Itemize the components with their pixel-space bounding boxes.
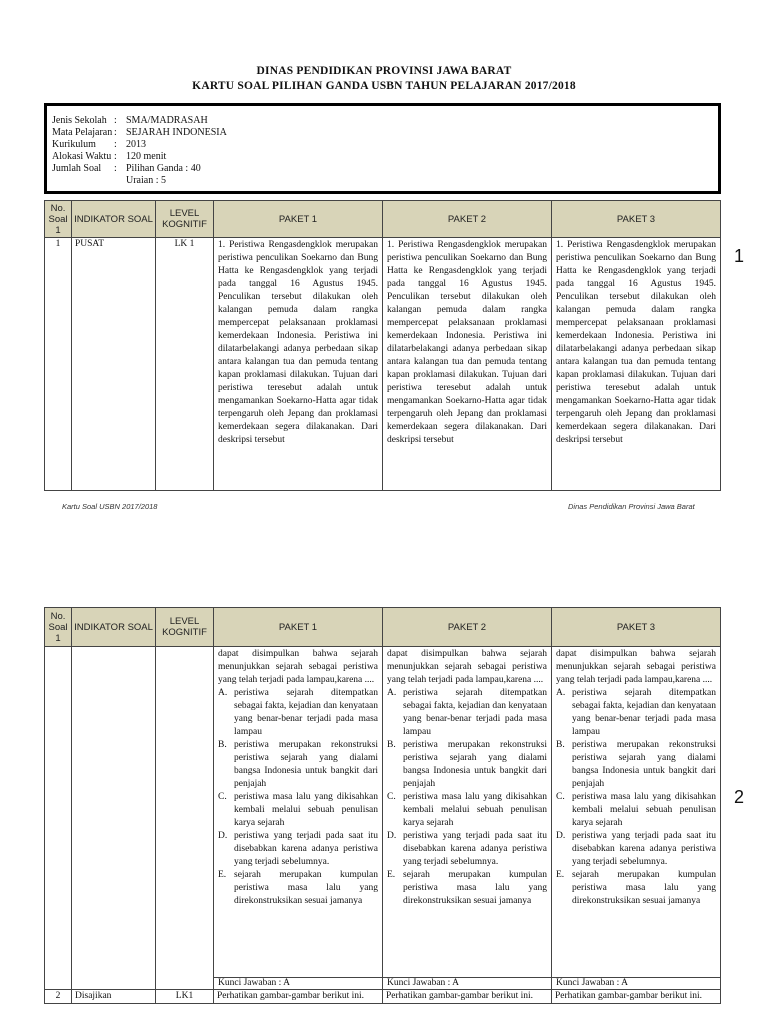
page-number: 2 <box>734 787 745 807</box>
answer-option-e: E. sejarah merupakan kumpulan peristiwa masa lalu yang direkonstruksikan sesuai jamanya <box>556 870 716 906</box>
paket-1-cell <box>214 647 383 990</box>
paket-2-cell <box>383 238 552 491</box>
indikator-cell: Disajikan <box>72 990 156 1004</box>
answer-option-b: B. peristiwa merupakan rekonstruksi peristiwa sejarah yang dialami bangsa Indonesia untuk bangkit dari penjajah <box>218 740 378 789</box>
question-text: dapat disimpulkan bahwa sejarah menunjukkan sejarah sebagai peristiwa yang telah terjadi pada lampau,karena .... <box>218 649 378 685</box>
paket-3-cell <box>552 238 721 491</box>
footer-left: Kartu Soal USBN 2017/2018 <box>62 502 158 511</box>
paket-content <box>552 647 720 989</box>
paket-1-question: Perhatikan gambar-gambar berikut ini. <box>214 990 383 1004</box>
info-row: Mata Pelajaran : SEJARAH INDONESIA <box>52 127 227 138</box>
col-header-paket-2: PAKET 2 <box>383 608 552 647</box>
level-cell <box>156 647 214 990</box>
col-header-paket-1: PAKET 1 <box>214 608 383 647</box>
info-row: Uraian : 5 <box>126 175 166 186</box>
level-cell: LK1 <box>156 990 214 1004</box>
answer-option-a: A. peristiwa sejarah ditempatkan sebagai fakta, kejadian dan kenyataan yang benar-benar terjadi pada masa lampau <box>387 688 547 737</box>
col-header-indikator: INDIKATOR SOAL <box>72 608 156 647</box>
question-text: dapat disimpulkan bahwa sejarah menunjukkan sejarah sebagai peristiwa yang telah terjadi pada lampau,karena .... <box>387 649 547 685</box>
page-2 <box>0 560 768 1024</box>
paket-3-question: Perhatikan gambar-gambar berikut ini. <box>552 990 721 1004</box>
info-row: Alokasi Waktu : 120 menit <box>52 151 167 162</box>
question-text: 1. Peristiwa Rengasdengklok merupakan peristiwa penculikan Soekarno dan Bung Hatta ke Rengasdengklok yang terjadi pada tanggal 16 Agustus 1945. Penculikan tersebut dilakukan oleh kalangan pemuda dalam rangka mempercepat pelaksanaan proklamasi kemerdekaan Indonesia. Peristiwa ini dilatarbelakangi adanya perbedaan sikap antara kalangan tua dan pemuda tentang kapan proklamasi dilakukan. Tujuan dari peristiwa teresebut adalah untuk mengamankan Soekarno-Hatta agar tidak terpengaruh oleh Jepang dan proklamasi kemerdekaan segera dilakanakan. Dari deskripsi tersebut <box>218 240 378 445</box>
answer-option-e: E. sejarah merupakan kumpulan peristiwa masa lalu yang direkonstruksikan sesuai jamanya <box>218 870 378 906</box>
paket-2-cell <box>383 647 552 990</box>
table-row <box>45 238 721 491</box>
col-header-level: LEVEL KOGNITIF <box>156 608 214 647</box>
question-table-page-1 <box>44 200 721 491</box>
table-header-row <box>45 201 721 238</box>
answer-option-c: C. peristiwa masa lalu yang dikisahkan kembali melalui sebuah penulisan karya sejarah <box>556 792 716 828</box>
paket-text <box>383 647 551 908</box>
col-header-paket-3: PAKET 3 <box>552 201 721 238</box>
header-title: KARTU SOAL PILIHAN GANDA USBN TAHUN PELAJARAN 2017/2018 <box>192 80 576 92</box>
paket-content <box>383 647 551 989</box>
answer-option-d: D. peristiwa yang terjadi pada saat itu disebabkan karena adanya peristiwa yang terjadi sebelumnya. <box>556 831 716 867</box>
level-cell: LK 1 <box>156 238 214 491</box>
table-header-row <box>45 608 721 647</box>
header-agency: DINAS PENDIDIKAN PROVINSI JAWA BARAT <box>256 65 512 77</box>
paket-text <box>214 647 382 908</box>
answer-option-d: D. peristiwa yang terjadi pada saat itu disebabkan karena adanya peristiwa yang terjadi sebelumnya. <box>387 831 547 867</box>
answer-option-b: B. peristiwa merupakan rekonstruksi peristiwa sejarah yang dialami bangsa Indonesia untuk bangkit dari penjajah <box>556 740 716 789</box>
table-row <box>45 647 721 990</box>
info-row: Jenis Sekolah : SMA/MADRASAH <box>52 115 208 126</box>
info-row: Kurikulum : 2013 <box>52 139 146 150</box>
col-header-level: LEVEL KOGNITIF <box>156 201 214 238</box>
footer-right: Dinas Pendidikan Provinsi Jawa Barat <box>568 502 695 511</box>
answer-key: Kunci Jawaban : A <box>214 977 382 989</box>
school-info-box <box>44 103 721 194</box>
question-text: dapat disimpulkan bahwa sejarah menunjukkan sejarah sebagai peristiwa yang telah terjadi pada lampau,karena .... <box>556 649 716 685</box>
answer-key: Kunci Jawaban : A <box>383 977 551 989</box>
answer-option-b: B. peristiwa merupakan rekonstruksi peristiwa sejarah yang dialami bangsa Indonesia untuk bangkit dari penjajah <box>387 740 547 789</box>
paket-text <box>552 647 720 908</box>
col-header-indikator: INDIKATOR SOAL <box>72 201 156 238</box>
indikator-cell: PUSAT <box>72 238 156 491</box>
table-row <box>45 990 721 1004</box>
answer-option-e: E. sejarah merupakan kumpulan peristiwa masa lalu yang direkonstruksikan sesuai jamanya <box>387 870 547 906</box>
answer-option-c: C. peristiwa masa lalu yang dikisahkan kembali melalui sebuah penulisan karya sejarah <box>218 792 378 828</box>
col-header-no: No. Soal 1 <box>45 608 72 647</box>
question-text: 1. Peristiwa Rengasdengklok merupakan peristiwa penculikan Soekarno dan Bung Hatta ke Rengasdengklok yang terjadi pada tanggal 16 Agustus 1945. Penculikan tersebut dilakukan oleh kalangan pemuda dalam rangka mempercepat pelaksanaan proklamasi kemerdekaan Indonesia. Peristiwa ini dilatarbelakangi adanya perbedaan sikap antara kalangan tua dan pemuda tentang kapan proklamasi dilakukan. Tujuan dari peristiwa teresebut adalah untuk mengamankan Soekarno-Hatta agar tidak terpengaruh oleh Jepang dan proklamasi kemerdekaan segera dilakanakan. Dari deskripsi tersebut <box>387 240 547 445</box>
col-header-paket-1: PAKET 1 <box>214 201 383 238</box>
answer-option-d: D. peristiwa yang terjadi pada saat itu disebabkan karena adanya peristiwa yang terjadi sebelumnya. <box>218 831 378 867</box>
question-text: 1. Peristiwa Rengasdengklok merupakan peristiwa penculikan Soekarno dan Bung Hatta ke Rengasdengklok yang terjadi pada tanggal 16 Agustus 1945. Penculikan tersebut dilakukan oleh kalangan pemuda dalam rangka mempercepat pelaksanaan proklamasi kemerdekaan Indonesia. Peristiwa ini dilatarbelakangi adanya perbedaan sikap antara kalangan tua dan pemuda tentang kapan proklamasi dilakukan. Tujuan dari peristiwa teresebut adalah untuk mengamankan Soekarno-Hatta agar tidak terpengaruh oleh Jepang dan proklamasi kemerdekaan segera dilakanakan. Dari deskripsi tersebut <box>556 240 716 445</box>
paket-2-question: Perhatikan gambar-gambar berikut ini. <box>383 990 552 1004</box>
answer-option-a: A. peristiwa sejarah ditempatkan sebagai fakta, kejadian dan kenyataan yang benar-benar terjadi pada masa lampau <box>218 688 378 737</box>
paket-1-cell <box>214 238 383 491</box>
col-header-no: No. Soal 1 <box>45 201 72 238</box>
page-number: 1 <box>734 246 745 266</box>
question-table-page-2 <box>44 607 721 1004</box>
question-number: 1 <box>45 238 72 491</box>
info-row: Jumlah Soal : Pilihan Ganda : 40 <box>52 163 201 174</box>
col-header-paket-3: PAKET 3 <box>552 608 721 647</box>
answer-key: Kunci Jawaban : A <box>552 977 720 989</box>
paket-3-cell <box>552 647 721 990</box>
indikator-cell <box>72 647 156 990</box>
col-header-paket-2: PAKET 2 <box>383 201 552 238</box>
question-number: 2 <box>45 990 72 1004</box>
paket-content <box>214 647 382 989</box>
question-number <box>45 647 72 990</box>
answer-option-c: C. peristiwa masa lalu yang dikisahkan kembali melalui sebuah penulisan karya sejarah <box>387 792 547 828</box>
answer-option-a: A. peristiwa sejarah ditempatkan sebagai fakta, kejadian dan kenyataan yang benar-benar terjadi pada masa lampau <box>556 688 716 737</box>
